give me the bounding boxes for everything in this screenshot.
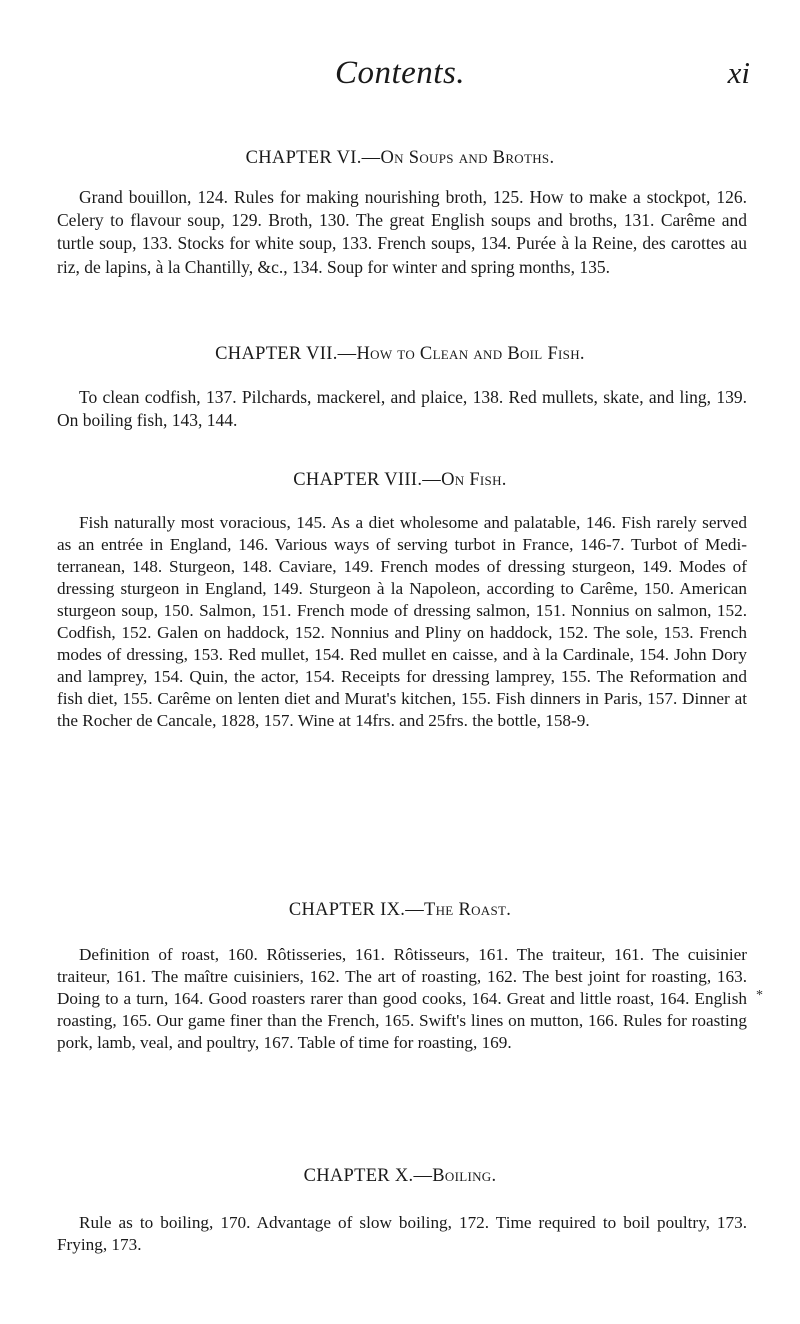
chapter-title: Boiling.	[432, 1166, 497, 1186]
running-head	[0, 55, 800, 95]
chapter-number: CHAPTER IX.	[288, 900, 406, 920]
chapter-title: On Fish.	[441, 470, 507, 490]
chapter-number: CHAPTER VIII.	[293, 470, 423, 490]
chapter-contents-9: Definition of roast, 160. Rôtisseries, 161. Rôtisseurs, 161. The traiteur, 161. The cuisinier traiteur, 161. The maître cuisiniers, 162. The art of roasting, 162. The best joint for roasting, 163. Doing to a turn, 164. Good roasters rarer than good cooks, 164. Great and little roast, 164. English roasting, 165. Our game finer than the French, 165. Swift's lines on mutton, 166. Rules for roasting pork, lamb, veal, and poultry, 167. Table of time for roasting, 169.	[57, 945, 747, 1052]
chapter-title: On Soups and Broths.	[380, 148, 555, 168]
page-number: xi	[727, 55, 750, 90]
chapter-number: CHAPTER VI.	[245, 148, 362, 168]
chapter-contents-7: To clean codfish, 137. Pilchards, mackerel, and plaice, 138. Red mullets, skate, and ling, 139. On boiling fish, 143, 144.	[57, 387, 747, 431]
chapter-heading-9: CHAPTER IX.—The Roast.	[288, 900, 512, 920]
chapter-title: The Roast.	[424, 900, 512, 920]
chapter-heading-10: CHAPTER X.—Boiling.	[303, 1166, 497, 1186]
chapter-number: CHAPTER VII.	[215, 344, 338, 364]
chapter-heading-6: CHAPTER VI.—On Soups and Broths.	[245, 148, 555, 168]
chapter-contents-6: Grand bouillon, 124. Rules for making nourishing broth, 125. How to make a stockpot, 126. Celery to flavour soup, 129. Broth, 130. The great English soups and broths, 131. Carême and turtle soup, 133. Stocks for white soup, 133. French soups, 134. Purée à la Reine, des carottes au riz, de lapins, à la Chantilly, &c., 134. Soup for winter and spring months, 135.	[57, 187, 747, 277]
chapter-heading-8: CHAPTER VIII.—On Fish.	[293, 470, 507, 490]
chapter-contents-8: Fish naturally most voracious, 145. As a diet wholesome and palatable, 146. Fish rarely served as an entrée in England, 146. Various ways of serving turbot in France, 146-7. Turbot of Mediterranean, 148. Sturgeon, 148. Caviare, 149. French modes of dressing sturgeon, 149. Modes of dressing sturgeon in England, 149. Sturgeon à la Napoleon, according to Carême, 150. American sturgeon soup, 150. Salmon, 151. French mode of dressing salmon, 151. Nonnius on salmon, 152. Codfish, 152. Galen on haddock, 152. Nonnius and Pliny on haddock, 152. The sole, 153. French modes of dressing, 153. Red mullet, 154. Red mullet en caisse, and à la Cardinale, 154. John Dory and lamprey, 154. Quin, the actor, 154. Receipts for dressing lamprey, 155. The Reformation and fish diet, 155. Carême on lenten diet and Murat's kitchen, 155. Fish dinners in Paris, 157. Dinner at the Rocher de Cancale, 1828, 157. Wine at 14frs. and 25frs. the bottle, 158-9.	[57, 513, 747, 730]
chapter-number: CHAPTER X.	[303, 1166, 414, 1186]
running-title: Contents.	[334, 55, 466, 91]
margin-star-mark: *	[756, 988, 763, 1003]
chapter-contents-10: Rule as to boiling, 170. Advantage of slow boiling, 172. Time required to boil poultry, 173. Frying, 173.	[57, 1213, 747, 1254]
chapter-heading-7: CHAPTER VII.—How to Clean and Boil Fish.	[215, 344, 585, 364]
chapter-title: How to Clean and Boil Fish.	[356, 344, 585, 364]
